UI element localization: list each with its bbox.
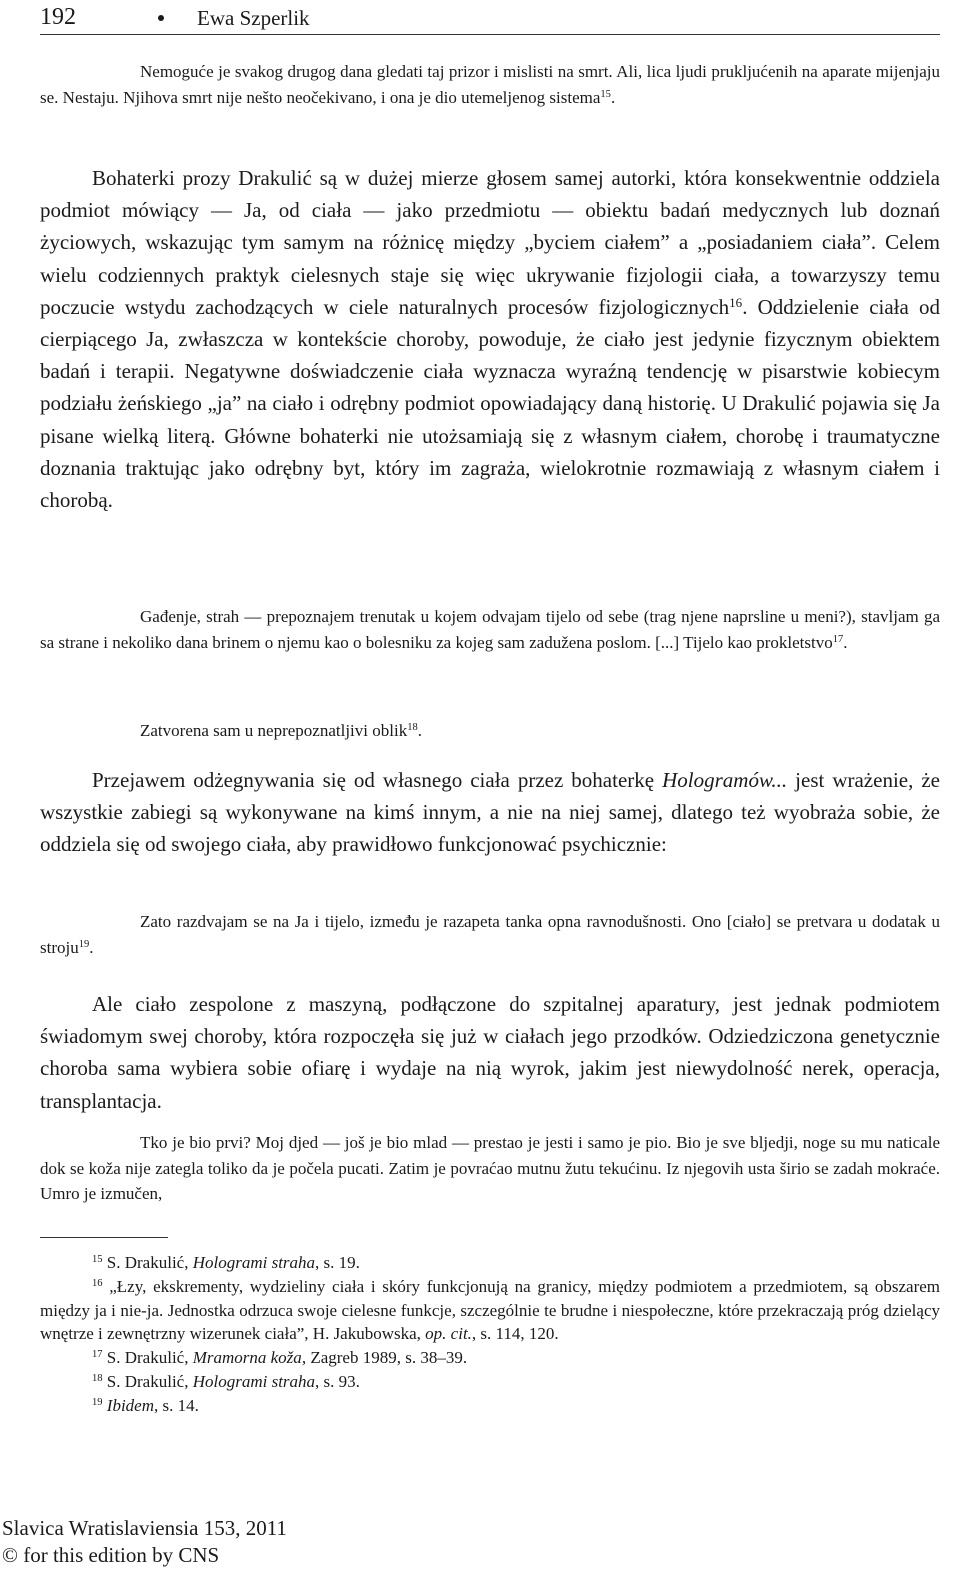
- footnote-title: Ibidem: [106, 1395, 154, 1415]
- journal-citation: Slavica Wratislaviensia 153, 2011: [2, 1516, 287, 1540]
- footnote-ref-18: 18: [407, 722, 418, 734]
- paragraph-text: Bohaterki prozy Drakulić są w dużej mierze głosem samej autorki, która konsekwentnie oddziela podmiot mówiący — Ja, od ciała — jako przedmiotu — obiektu badań medycznych lub doznań życiowych, wskazując tym samym na różnicę między „byciem ciałem” a „posiadaniem ciała”. Celem wielu codziennych praktyk cielesnych staje się więc ukrywanie fizjologii ciała, a towarzyszy temu poczucie wstydu zachodzących w ciele naturalnych procesów fizjologicznych: [40, 166, 940, 319]
- running-header: [40, 2, 940, 32]
- paragraph-3: [40, 988, 940, 1117]
- quote-text: Nemoguće je svakog drugog dana gledati taj prizor i mislisti na smrt. Ali, lica ljudi prukljućenih na aparate mijenjaju se. Nestaju. Njihova smrt nije nešto neočekivano, i ona je dio utemeljenog sistema: [40, 62, 940, 107]
- paragraph-text: Przejawem odżegnywania się od własnego ciała przez bohaterkę: [92, 768, 663, 792]
- footnote-ref-16: 16: [729, 294, 743, 310]
- footnote-text-cont: , s. 19.: [315, 1253, 360, 1272]
- footnote-text-cont: , Zagreb 1989, s. 38–39.: [301, 1348, 468, 1368]
- quote-text: Tko je bio prvi? Moj djed — još je bio mlad — prestao je jesti i samo je pio. Bio je sve bljedji, noge su mu naticale dok se koža nije zategla toliko da je počela pucati. Zatim je povraćao mutnu žutu tekućinu. Iz njegovih usta širio se zadah mokraće. Umro je izmučen,: [40, 1133, 940, 1204]
- footnote-19: [40, 1394, 940, 1418]
- footnote-rule: [40, 1237, 168, 1238]
- footnote-title: Hologrami straha: [192, 1371, 316, 1391]
- footnote-18: [40, 1370, 940, 1394]
- page-footer: [2, 1515, 287, 1569]
- page-number: 192: [40, 4, 76, 30]
- footnote-16: [40, 1275, 940, 1346]
- footnote-text-cont: , s. 93.: [315, 1371, 360, 1391]
- footnote-number: 16: [92, 1278, 103, 1289]
- paragraph-2: [40, 764, 940, 861]
- footnote-title: Hologrami straha: [192, 1253, 316, 1272]
- footnote-number: 17: [92, 1349, 103, 1361]
- paragraph-1: [40, 162, 940, 516]
- quote-block-1: [40, 59, 940, 110]
- paragraph-text-cont: . Oddzielenie ciała od cierpiącego Ja, zwłaszcza w kontekście choroby, powoduje, że ciało jest jedynie fizycznym obiektem badań i terapii. Negatywne doświadczenie ciała wyznacza wyraźną tendencję w pisarstwie kobiecym podziału żeńskiego „ja” na ciało i odrębny podmiot opowiadający daną historię. U Drakulić pojawia się Ja pisane wielką literą. Główne bohaterki nie utożsamiają się z własnym ciałem, chorobę i traumatyczne doznania traktując jako odrębny byt, który im zagraża, wielokrotnie rozmawiają z własnym ciałem i chorobą.: [40, 294, 940, 513]
- footnote-text: „Łzy, ekskrementy, wydzieliny ciała i skóry funkcjonują na granicy, między podmiotem a przedmiotem, są obszarem między ja i nie-ja. Jednostka odrzuca swoje cielesne funkcje, szczególnie te brudne i niespołeczne, które przekraczają próg dzielący wnętrze i zewnętrzny wizerunek ciała”, H. Jakubowska,: [40, 1276, 941, 1344]
- footnote-text: S. Drakulić,: [106, 1371, 193, 1391]
- quote-text: Gađenje, strah — prepoznajem trenutak u kojem odvajam tijelo od sebe (trag njene naprsline u meni?), stavljam ga sa strane i nekoliko dana brinem o njemu kao o bolesniku za kojeg sam zadužena poslom. [...] Tijelo kao prokletstvo: [40, 607, 940, 652]
- footnote-17: [40, 1346, 940, 1370]
- quote-block-4: [40, 909, 940, 960]
- footnote-text: S. Drakulić,: [106, 1253, 193, 1272]
- quote-tail: .: [843, 632, 848, 652]
- quote-tail: .: [417, 721, 422, 740]
- bullet-separator: [158, 15, 164, 21]
- quote-tail: .: [89, 937, 94, 957]
- copyright-notice: © for this edition by CNS: [2, 1543, 220, 1567]
- footnote-title: op. cit.: [425, 1324, 472, 1344]
- quote-tail: .: [610, 87, 616, 107]
- footnote-ref-19: 19: [78, 938, 90, 950]
- paragraph-text: Ale ciało zespolone z maszyną, podłączone do szpitalnej aparatury, jest jednak podmiotem świadomym swej choroby, która rozpoczęła się już w ciałach jego przodków. Odziedziczona genetycznie choroba sama wybiera sobie ofiarę i wydaje na nią wyrok, jakim jest niewydolność nerek, operacja, transplantacja.: [40, 992, 940, 1113]
- footnote-number: 15: [92, 1254, 103, 1266]
- footnote-text-cont: , s. 114, 120.: [471, 1324, 559, 1344]
- footnote-number: 19: [92, 1396, 103, 1408]
- quote-block-3: [40, 718, 940, 744]
- header-rule: [40, 34, 940, 35]
- running-author: Ewa Szperlik: [197, 6, 310, 30]
- quote-text: Zatvorena sam u neprepoznatljivi oblik: [140, 721, 408, 740]
- footnote-ref-15: 15: [600, 88, 611, 100]
- footnote-ref-17: 17: [832, 633, 844, 645]
- quote-text: Zato razdvajam se na Ja i tijelo, između je razapeta tanka opna ravnodušnosti. Ono [ciało] se pretvara u dodatak u stroju: [40, 912, 940, 957]
- footnote-title: Mramorna koža: [192, 1348, 302, 1368]
- footnote-number: 18: [92, 1373, 103, 1385]
- quote-block-2: [40, 604, 940, 655]
- footnote-15: [40, 1251, 940, 1275]
- paragraph-text-cont: jest wrażenie, że wszystkie zabiegi są wykonywane na kimś innym, a nie na niej samej, dlatego też wyobraża sobie, że oddziela się od swojego ciała, aby prawidłowo funkcjonować psychicznie:: [40, 768, 940, 857]
- book-title: Hologramów...: [662, 768, 788, 792]
- footnote-text-cont: , s. 14.: [154, 1395, 199, 1415]
- quote-block-5: [40, 1130, 940, 1207]
- footnotes: [40, 1251, 940, 1418]
- footnote-text: S. Drakulić,: [106, 1348, 193, 1368]
